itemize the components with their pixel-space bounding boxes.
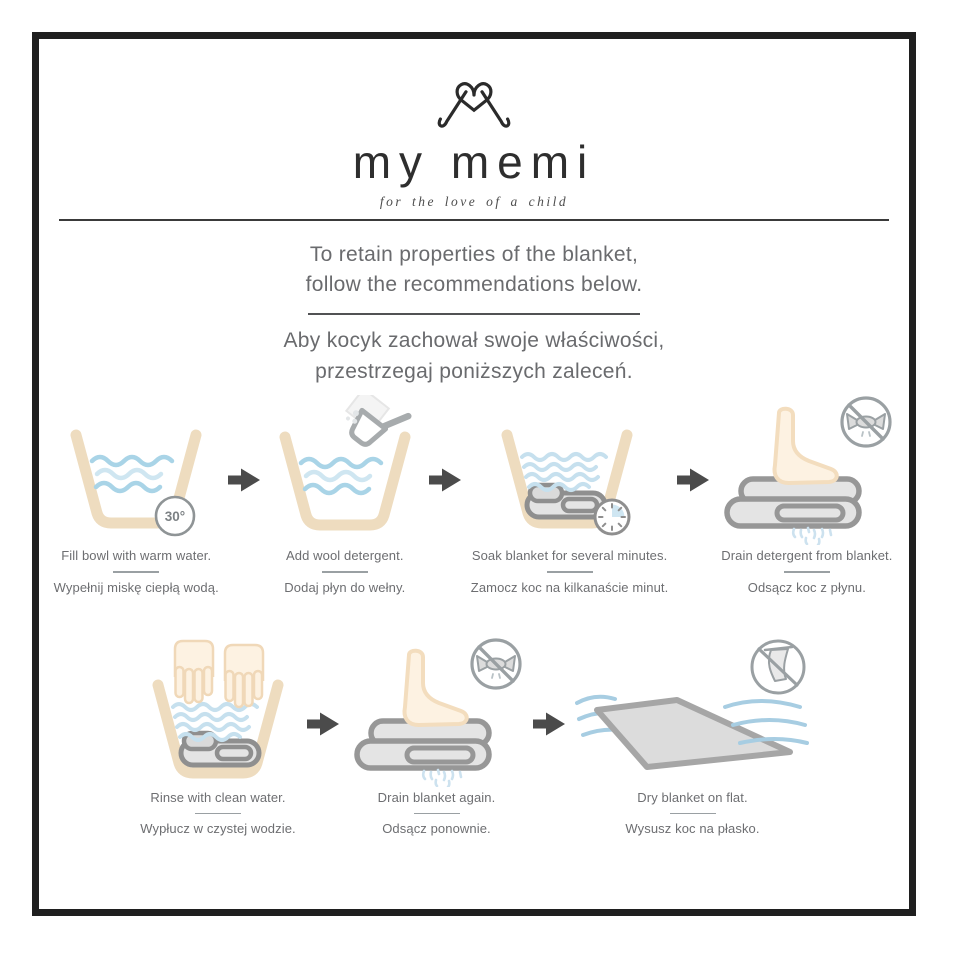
step-add-detergent [267,395,423,596]
caption-divider [784,571,830,573]
arrow-right-icon [307,637,340,739]
hand-icon [175,641,213,703]
brand-header [353,71,596,210]
temperature-badge: 30° [165,509,186,525]
intro-pl-line2: przestrzegaj poniższych zaleceń. [315,359,633,383]
step-caption-pl: Wysusz koc na płasko. [625,821,760,837]
step-caption-en: Soak blanket for several minutes. [471,548,668,564]
header-divider [59,219,889,221]
intro-en-line1: To retain properties of the blanket, [309,242,639,266]
caption-divider [414,813,460,815]
step-caption-en: Add wool detergent. [286,548,404,564]
page-frame [32,32,916,916]
brand-tagline: for the love of a child [379,193,569,209]
intro-pl-line1: Aby kocyk zachował swoje właściwości, [283,329,665,353]
steps-row-2 [135,637,813,838]
arrow-right-icon [677,395,710,495]
step-caption-pl: Wypełnij miskę ciepłą wodą. [53,579,219,595]
step-soak-blanket [468,395,672,596]
step-caption-pl: Odsącz koc z płynu. [747,579,866,595]
step-caption-pl: Dodaj płyn do wełny. [284,579,406,595]
rinse-hands-bowl-icon [138,637,298,787]
caption-divider [322,571,368,573]
intro-en-line2: follow the recommendations below. [305,273,643,297]
soak-blanket-clock-icon [492,395,647,545]
arrow-right-icon [533,637,566,739]
caption-divider [113,571,159,573]
step-caption-en: Fill bowl with warm water. [61,548,212,564]
no-hang-icon [752,641,804,693]
no-wring-icon [472,640,520,688]
step-caption-pl: Odsącz ponownie. [382,821,491,837]
step-caption-en: Rinse with clean water. [150,789,286,805]
step-caption-pl: Zamocz koc na kilkanaście minut. [470,579,669,595]
step-caption-en: Drain blanket again. [377,789,496,805]
drain-again-no-wring-icon [349,637,524,787]
caption-divider [670,813,716,815]
brand-name: my memi [352,136,596,188]
step-caption-en: Drain detergent from blanket. [721,548,893,564]
intro-polish [283,326,664,387]
caption-divider [195,813,241,815]
step-drain-detergent [716,395,897,596]
step-fill-bowl [51,395,222,596]
arrow-right-icon [429,395,462,495]
arrow-right-icon [228,395,261,495]
add-detergent-icon [270,395,420,545]
step-caption-pl: Wypłucz w czystej wodzie. [140,821,296,837]
intro-english [306,240,643,301]
drain-blanket-no-wring-icon [719,395,894,545]
step-rinse [135,637,301,838]
bowl-warm-water-icon [61,395,211,545]
steps-row-1 [51,395,898,596]
hand-icon [225,645,263,707]
mymemi-monogram-icon [424,71,524,135]
step-dry-flat [572,637,813,838]
intro-divider [308,313,640,315]
dry-flat-no-hang-icon [575,637,810,787]
step-caption-en: Dry blanket on flat. [637,789,748,805]
step-drain-again [346,637,527,838]
caption-divider [547,571,593,573]
no-wring-icon [842,398,890,446]
